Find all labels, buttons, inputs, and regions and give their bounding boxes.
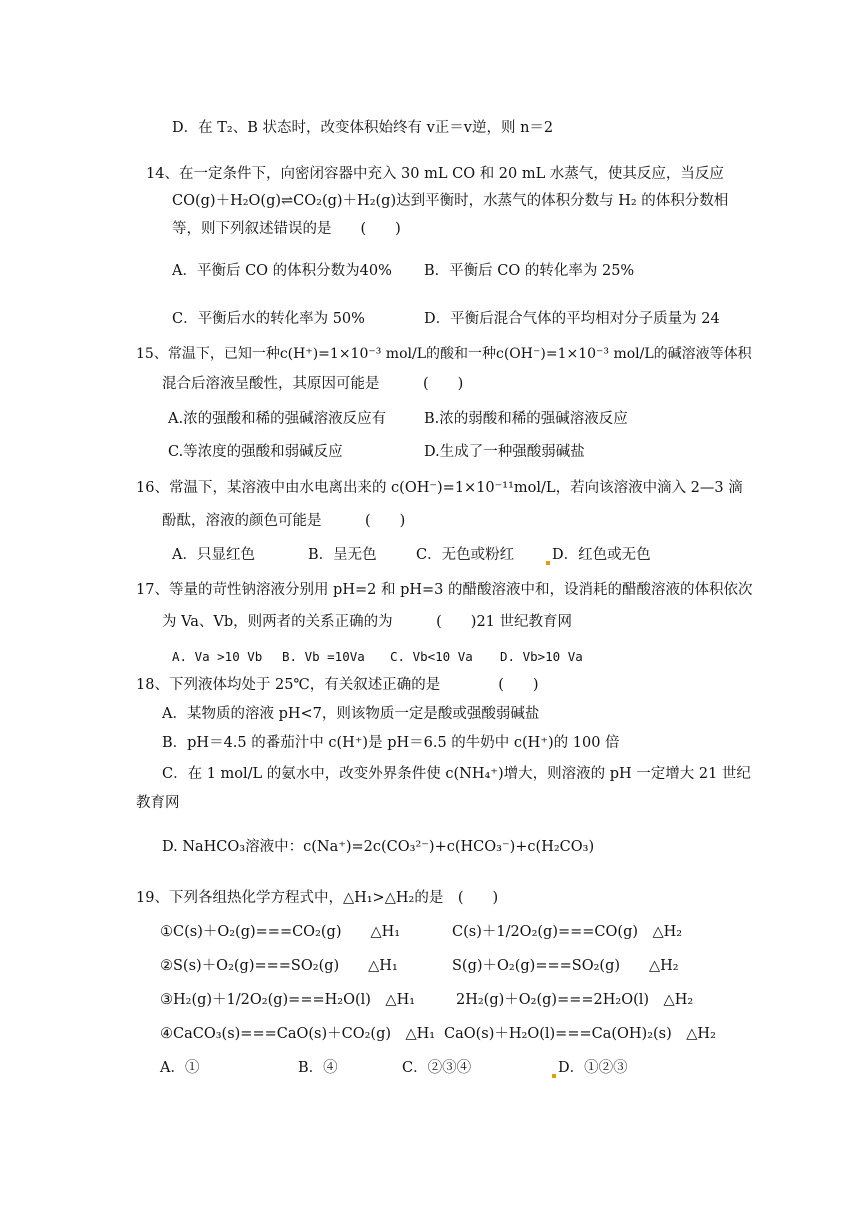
q16-option-a: A．只显红色 bbox=[172, 547, 255, 563]
q13-option-d: D．在 T₂、B 状态时，改变体积始终有 v正＝v逆，则 n＝2 bbox=[172, 120, 554, 136]
q19-reaction-2-right: S(g)＋O₂(g)===SO₂(g) △H₂ bbox=[452, 958, 679, 974]
q15-option-c: C.等浓度的强酸和弱碱反应 bbox=[168, 444, 343, 460]
q18-option-c-line1: C．在 1 mol/L 的氨水中，改变外界条件使 c(NH₄⁺)增大，则溶液的 pH 一定增大 21 世纪 bbox=[162, 766, 751, 782]
q19-reaction-3-left: ③H₂(g)＋1/2O₂(g)===H₂O(l) △H₁ bbox=[160, 992, 416, 1008]
q17-option-a: A. Va >10 Vb bbox=[172, 649, 263, 664]
q19-reaction-4-left: ④CaCO₃(s)===CaO(s)＋CO₂(g) △H₁ bbox=[160, 1026, 436, 1042]
q16-option-d-text: D．红色或无色 bbox=[552, 547, 651, 563]
q19-option-d bbox=[552, 1058, 628, 1078]
q19-option-a: A．① bbox=[160, 1060, 200, 1076]
q19-option-b: B．④ bbox=[298, 1060, 338, 1076]
q14-stem-line1: 14、在一定条件下，向密闭容器中充入 30 mL CO 和 20 mL 水蒸气，使其反应，当反应 bbox=[146, 166, 724, 182]
q18-stem: 18、下列液体均处于 25℃，有关叙述正确的是 ( ) bbox=[136, 677, 539, 693]
q16-option-c: C．无色或粉红 bbox=[416, 547, 515, 563]
q17-option-b: B. Vb =10Va bbox=[282, 649, 365, 664]
q17-option-c: C. Vb<10 Va bbox=[390, 649, 473, 664]
q14-option-b: B．平衡后 CO 的转化率为 25% bbox=[424, 263, 635, 279]
q14-option-c: C．平衡后水的转化率为 50% bbox=[172, 311, 365, 327]
q19-reaction-3-right: 2H₂(g)＋O₂(g)===2H₂O(l) △H₂ bbox=[456, 992, 694, 1008]
q16-option-b: B．呈无色 bbox=[308, 547, 377, 563]
q18-option-c-line2: 教育网 bbox=[136, 795, 180, 811]
q19-option-c: C．②③④ bbox=[402, 1060, 472, 1076]
q16-option-d bbox=[546, 545, 651, 565]
q19-option-d-text: D．①②③ bbox=[558, 1060, 628, 1076]
q17-stem-line1: 17、等量的苛性钠溶液分别用 pH=2 和 pH=3 的醋酸溶液中和，设消耗的醋酸溶液的体积依次 bbox=[136, 582, 753, 598]
q14-option-d: D．平衡后混合气体的平均相对分子质量为 24 bbox=[424, 311, 720, 327]
q19-reaction-1-left: ①C(s)＋O₂(g)===CO₂(g) △H₁ bbox=[160, 924, 401, 940]
q17-option-d: D. Vb>10 Va bbox=[500, 649, 583, 664]
q16-stem-line2: 酚酞，溶液的颜色可能是 ( ) bbox=[162, 513, 406, 529]
q14-option-a: A．平衡后 CO 的体积分数为40% bbox=[172, 263, 392, 279]
highlight-mark bbox=[546, 561, 550, 565]
q19-reaction-4-right: CaO(s)＋H₂O(l)===Ca(OH)₂(s) △H₂ bbox=[444, 1026, 716, 1042]
highlight-mark bbox=[552, 1074, 556, 1078]
q19-reaction-1-right: C(s)＋1/2O₂(g)===CO(g) △H₂ bbox=[452, 924, 683, 940]
q19-reaction-2-left: ②S(s)＋O₂(g)===SO₂(g) △H₁ bbox=[160, 958, 398, 974]
q15-option-b: B.浓的弱酸和稀的强碱溶液反应 bbox=[424, 411, 628, 427]
q16-stem-line1: 16、常温下，某溶液中由水电离出来的 c(OH⁻)=1×10⁻¹¹mol/L，若向该溶液中滴入 2—3 滴 bbox=[136, 480, 743, 496]
q15-stem-line2: 混合后溶液呈酸性，其原因可能是 ( ) bbox=[162, 376, 464, 392]
q15-option-a: A.浓的强酸和稀的强碱溶液反应有 bbox=[168, 411, 387, 427]
q18-option-d: D. NaHCO₃溶液中：c(Na⁺)=2c(CO₃²⁻)+c(HCO₃⁻)+c(H₂CO₃) bbox=[162, 839, 595, 855]
q14-stem-line3: 等，则下列叙述错误的是 ( ) bbox=[172, 221, 401, 237]
q15-option-d: D.生成了一种强酸弱碱盐 bbox=[424, 444, 585, 460]
q15-stem-line1: 15、常温下，已知一种c(H⁺)=1×10⁻³ mol/L的酸和一种c(OH⁻)=1×10⁻³ mol/L的碱溶液等体积 bbox=[136, 346, 752, 362]
q14-stem-line2: CO(g)＋H₂O(g)⇌CO₂(g)＋H₂(g)达到平衡时，水蒸气的体积分数与 H₂ 的体积分数相 bbox=[172, 193, 729, 209]
q19-stem: 19、下列各组热化学方程式中，△H₁>△H₂的是 ( ) bbox=[136, 890, 499, 906]
q18-option-b: B．pH＝4.5 的番茄汁中 c(H⁺)是 pH＝6.5 的牛奶中 c(H⁺)的 100 倍 bbox=[162, 735, 620, 751]
q17-stem-line2: 为 Va、Vb，则两者的关系正确的为 ( )21 世纪教育网 bbox=[162, 614, 573, 630]
q18-option-a: A．某物质的溶液 pH<7，则该物质一定是酸或强酸弱碱盐 bbox=[162, 706, 540, 722]
